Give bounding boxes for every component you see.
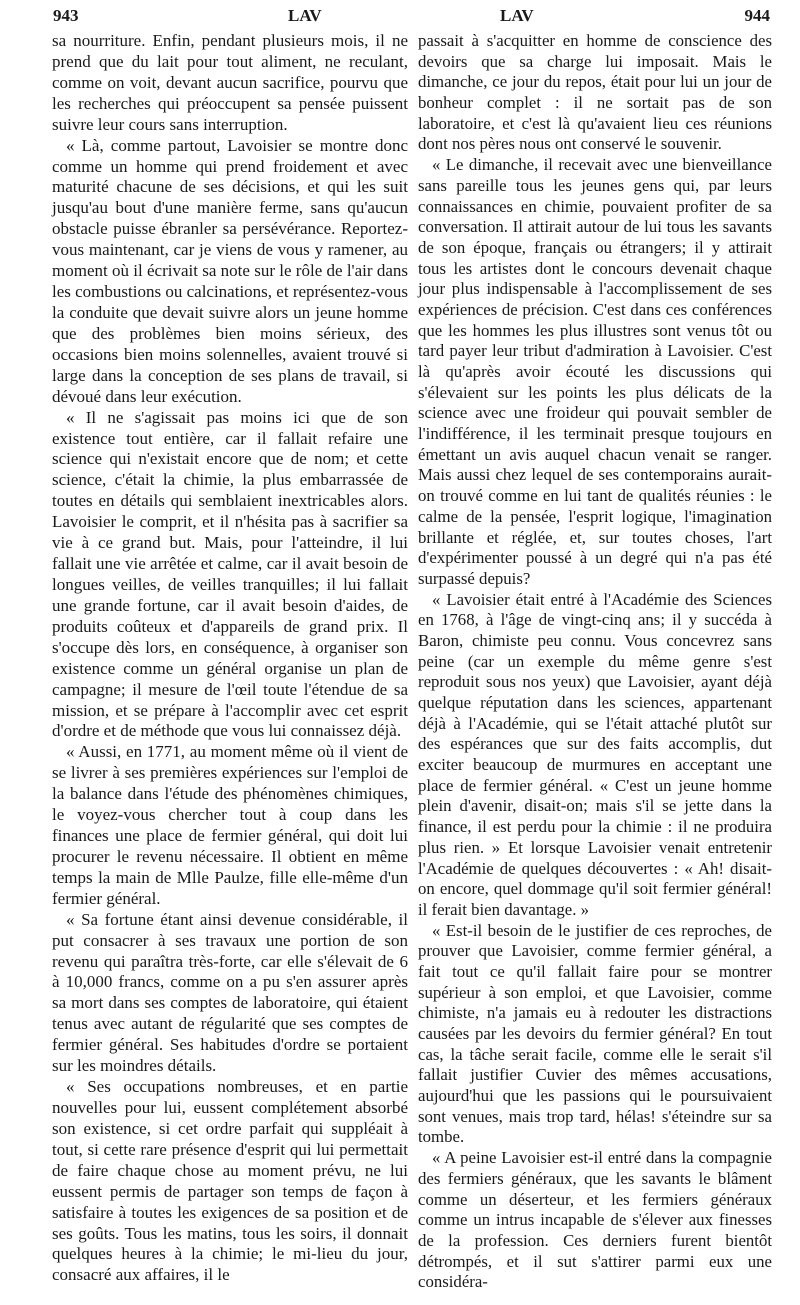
paragraph: « A peine Lavoisier est-il entré dans la compagnie des fermiers généraux, que les savants le blâment comme un déserteur, et les fermiers généraux comme un intrus incapable de s'élever aux finesses de la profession. Ces derniers furent bientôt détrompés, et il sut s'attirer parmi eux une considéra- xyxy=(418,1148,772,1292)
paragraph: « Est-il besoin de le justifier de ces reproches, de prouver que Lavoisier, comme fermier général, a fait tout ce qu'il fallait faire pour se montrer supérieur à son emploi, et que Lavoisier, comme chimiste, n'a jamais eu à redouter les distractions causées par les devoirs du fermier général? En tout cas, la tâche serait facile, comme elle le serait s'il fallait justifier Cuvier des mêmes accusations, aujourd'hui que les passions qui le poursuivaient sont venues, mais trop tard, hélas! s'éteindre sur sa tombe. xyxy=(418,920,772,1147)
left-column xyxy=(52,31,408,1286)
paragraph: « Sa fortune étant ainsi devenue considérable, il put consacrer à ses travaux une portion de son revenu qui paraîtra très-forte, car elle s'élevait de 6 à 10,000 francs, comme on a pu s'en assurer après sa mort dans ses comptes de laboratoire, qui étaient tenus avec autant de régularité que ses comptes de fermier général. Ses habitudes d'ordre se portaient sur les moindres détails. xyxy=(52,909,408,1076)
paragraph: sa nourriture. Enfin, pendant plusieurs mois, il ne prend que du lait pour tout aliment, ne reculant, comme on voit, devant aucun sacrifice, pourvu que les recherches qui préoccupent sa pensée puissent suivre leur cours sans interruption. xyxy=(52,31,408,134)
paragraph: « Ses occupations nombreuses, et en partie nouvelles pour lui, eussent complétement absorbé son existence, si cet ordre parfait qui suppléait à tout, si cette rare présence d'esprit qui lui permettait de faire chaque chose au moment prévu, ne lui eussent permis de partager son temps de façon à satisfaire à toutes les exigences de sa position et de ses goûts. Tous les matins, tous les soirs, il donnait quelques heures à la chimie; le mi-lieu du jour, consacré aux affaires, il le xyxy=(52,1077,408,1285)
paragraph: « Là, comme partout, Lavoisier se montre donc comme un homme qui prend froidement et avec maturité chacune de ses décisions, et qui les suit jusqu'au bout d'une manière ferme, sans qu'aucun obstacle puisse ébranler sa persévérance. Reportez-vous maintenant, car je viens de vous y ramener, au moment où il écrivait sa note sur le rôle de l'air dans les combustions ou calcinations, et représentez-vous la conduite que devait suivre alors un jeune homme que des problèmes bien moins sérieux, des occasions bien moins solennelles, avaient trouvé si large dans la conception de ses plans de travail, si dévoué dans leur exécution. xyxy=(52,135,408,406)
paragraph: « Lavoisier était entré à l'Académie des Sciences en 1768, à l'âge de vingt-cinq ans; il y succéda à Baron, chimiste peu connu. Vous concevrez sans peine (car un exemple du même genre s'est reproduit sous nos yeux) que Lavoisier, ayant déjà quelque réputation dans les sciences, appartenant déjà à l'Académie, qui se l'était attaché plutôt sur des espérances que sur des faits accomplis, dut exciter beaucoup de murmures en acceptant une place de fermier général. « C'est un jeune homme plein d'avenir, disait-on; mais s'il se jette dans la finance, il est perdu pour la chimie : il ne produira plus rien. » Et lorsque Lavoisier venait entretenir l'Académie de quelques découvertes : « Ah! disait-on encore, quel dommage qu'il soit fermier général! il ferait bien davantage. » xyxy=(418,589,772,919)
right-running-head: LAV xyxy=(500,6,534,25)
paragraph: « Le dimanche, il recevait avec une bienveillance sans pareille tous les jeunes gens qui, par leurs connaissances en chimie, pouvaient profiter de sa conversation. Il attirait autour de lui tous les savants de son époque, français ou étrangers; il y attirait tous les artistes dont le concours devenait chaque jour plus indispensable à l'accomplissement de ses expériences de précision. C'est dans ces conférences que les hommes les plus illustres sont venus tôt ou tard payer leur tribut d'admiration à Lavoisier. C'est là qu'après avoir écouté les discussions qui s'élevaient sur les points les plus délicats de la science avec une froideur qui pouvait sembler de l'indifférence, il les terminait presque toujours en émettant un avis auquel chacun venait se ranger. Mais aussi chez lequel de ses contemporains aurait-on trouvé comme en lui tant de qualités réunies : le calme de la pensée, l'esprit logique, l'imagination brillante et réglée, et, sur toutes choses, l'art d'expérimenter poussé à un degré qui n'a pas été surpassé depuis? xyxy=(418,155,772,588)
left-running-head: LAV xyxy=(288,6,322,25)
left-page-number: 943 xyxy=(53,6,79,25)
right-page-number: 944 xyxy=(744,6,770,25)
right-column xyxy=(418,31,772,1293)
paragraph: « Aussi, en 1771, au moment même où il vient de se livrer à ses premières expériences sur l'emploi de la balance dans l'étude des phénomènes chimiques, le voyez-vous chercher tout à coup dans les finances une place de fermier général, qui doit lui procurer le revenu nécessaire. Il obtient en même temps la main de Mlle Paulze, fille elle-même d'un fermier général. xyxy=(52,742,408,908)
paragraph: passait à s'acquitter en homme de conscience des devoirs que sa charge lui imposait. Mais le dimanche, ce jour du repos, était pour lui un jour de bonheur complet : il ne sortait pas de son laboratoire, et c'est là qu'avaient lieu ces réunions dont nos pères nous ont conservé le souvenir. xyxy=(418,31,772,154)
running-header xyxy=(48,6,770,30)
paragraph: « Il ne s'agissait pas moins ici que de son existence tout entière, car il fallait refaire une science qui n'existait encore que de nom; et cette science, c'était la chimie, la plus embarrassée de toutes en détails qui semblaient inextricables alors. Lavoisier le comprit, et il n'hésita pas à sacrifier sa vie à ce grand but. Mais, pour l'atteindre, il lui fallait une vie arrêtée et calme, car il avait besoin de longues veilles, de veilles tranquilles; il lui fallait une grande fortune, car il avait besoin d'aides, de produits coûteux et d'appareils de grand prix. Il s'occupe dès lors, en conséquence, à organiser son existence comme un général organise un plan de campagne; il mesure de l'œil toute l'étendue de sa mission, et se prépare à l'accomplir avec cet esprit d'ordre et de méthode que vous lui connaissez déjà. xyxy=(52,407,408,741)
